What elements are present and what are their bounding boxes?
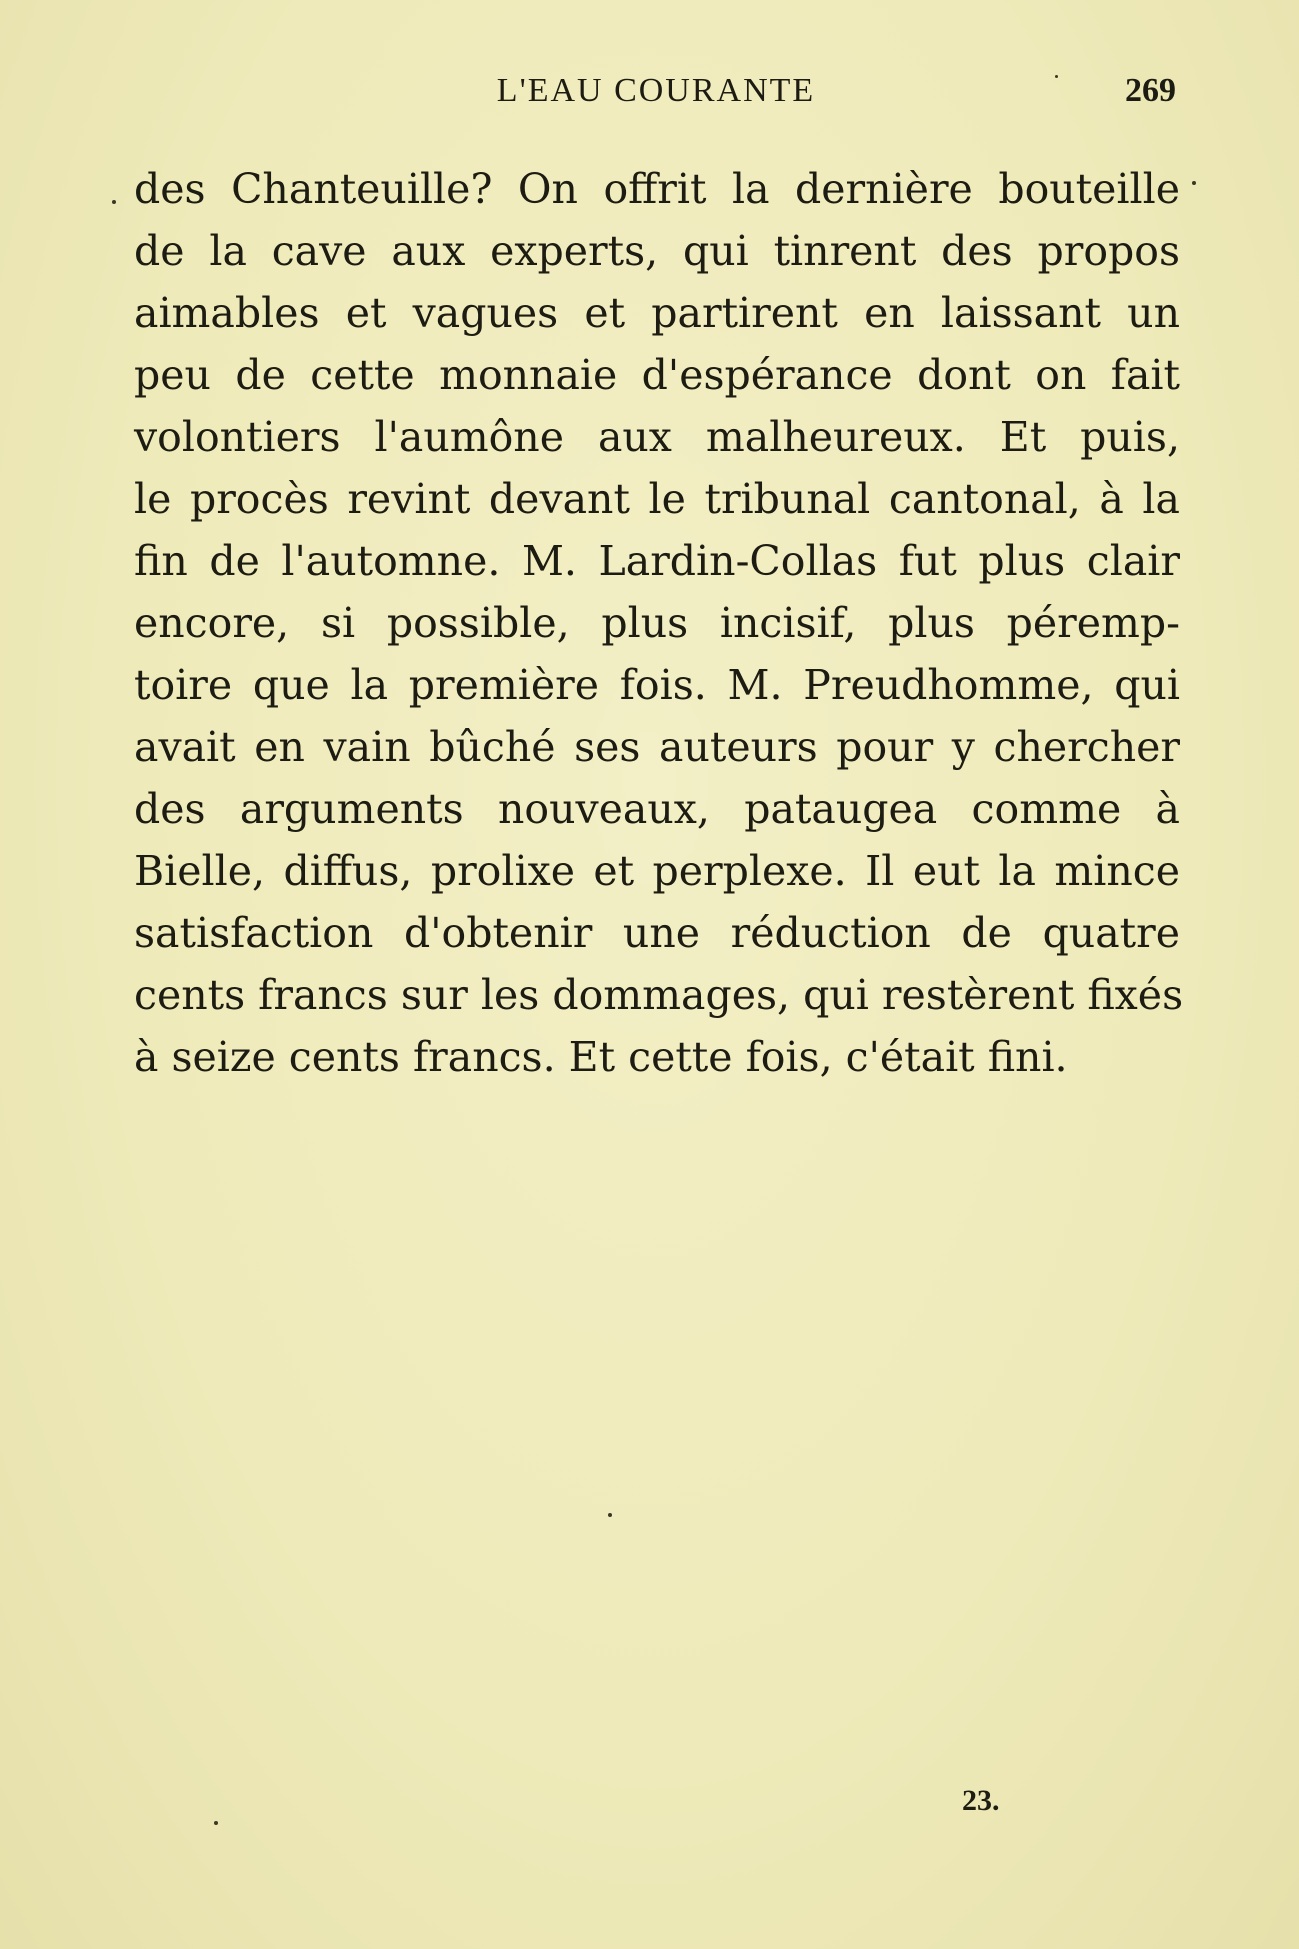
running-title: L'EAU COURANTE (496, 72, 816, 109)
ink-speck (112, 200, 116, 204)
text-line: toire que la première fois. M. Preudhomme, qui (134, 661, 1180, 709)
page-number: 269 (1125, 72, 1176, 109)
text-line: fin de l'automne. M. Lardin-Collas fut plus clair (134, 537, 1180, 585)
text-line: peu de cette monnaie d'espérance dont on fait (134, 351, 1180, 399)
ink-speck (1055, 75, 1058, 78)
ink-speck (214, 1821, 218, 1825)
text-line: satisfaction d'obtenir une réduction de quatre (134, 909, 1180, 957)
text-line: avait en vain bûché ses auteurs pour y chercher (134, 723, 1180, 771)
text-line: Bielle, diffus, prolixe et perplexe. Il eut la mince (134, 847, 1180, 895)
text-line: aimables et vagues et partirent en laissant un (134, 289, 1180, 337)
text-line: des arguments nouveaux, pataugea comme à (134, 785, 1180, 833)
body-text (134, 158, 1184, 1088)
ink-speck (1192, 181, 1196, 185)
text-line: cents francs sur les dommages, qui restèrent fixés (134, 971, 1184, 1019)
text-line: de la cave aux experts, qui tinrent des propos (134, 227, 1180, 275)
ink-speck (608, 1513, 612, 1517)
text-line: des Chanteuille? On offrit la dernière bouteille (134, 165, 1180, 213)
text-line: à seize cents francs. Et cette fois, c'était fini. (134, 1033, 1068, 1081)
signature-mark: 23. (962, 1784, 1000, 1817)
text-line: encore, si possible, plus incisif, plus péremp- (134, 599, 1180, 647)
text-line: le procès revint devant le tribunal cantonal, à la (134, 475, 1180, 523)
text-line: volontiers l'aumône aux malheureux. Et puis, (134, 413, 1180, 461)
running-head (136, 72, 1176, 122)
